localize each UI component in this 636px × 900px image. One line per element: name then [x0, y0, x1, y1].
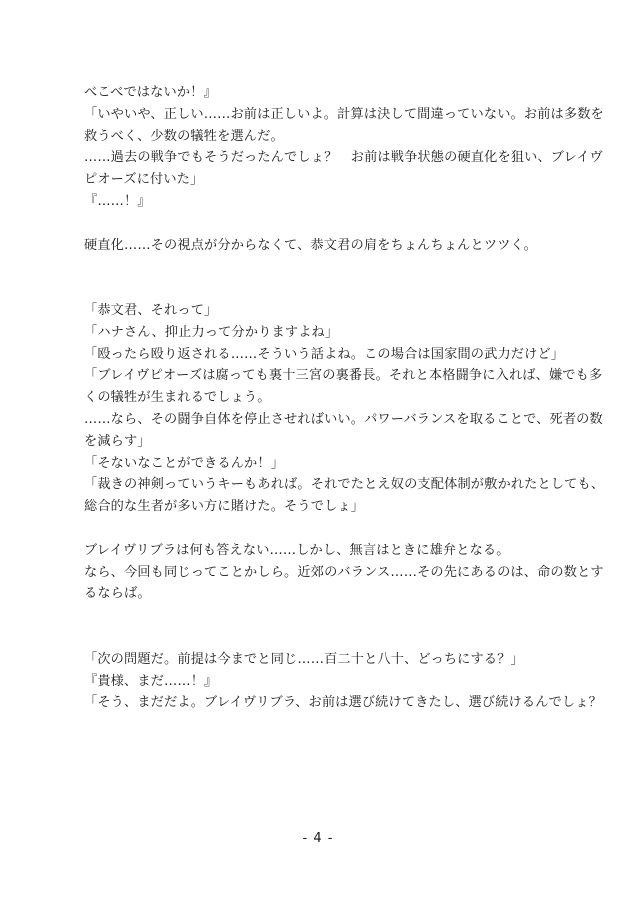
blank-line	[84, 278, 564, 300]
text-line: ……なら、その闘争自体を停止させればいい。パワーバランスを取ることで、死者の数	[84, 411, 603, 427]
text-line: ……過去の戦争でもそうだったんでしょ？ お前は戦争状態の硬直化を狙い、ブレイヴ	[84, 150, 603, 166]
page-number: - 4 -	[302, 831, 334, 846]
text-line: ブレイヴリブラは何も答えない……しかし、無言はときに雄弁となる。	[84, 542, 510, 558]
blank-line	[84, 256, 564, 278]
text-line: 「裁きの神剣っていうキーもあれば。それでたとえ奴の支配体制が敷かれたとしても、	[84, 477, 605, 493]
text-line: 救うべく、少数の犠牲を選んだ。	[84, 128, 284, 144]
text-line: べこべではないか！』	[84, 85, 217, 100]
text-line: 硬直化……その視点が分からなくて、恭文君の肩をちょんちょんとツツく。	[84, 237, 537, 253]
text-line: 「ブレイヴピオーズは腐っても裏十三宮の裏番長。それと本格闘争に入れば、嫌でも多	[84, 368, 603, 384]
text-line: 「殴ったら殴り返される……そういう話よね。この場合は国家間の武力だけど」	[84, 346, 565, 362]
blank-line	[84, 213, 564, 235]
text-line: 「次の問題だ。前提は今までと同じ……百二十と八十、どっちにする？」	[84, 651, 524, 667]
text-line: 総合的な生者が多い方に賭けた。そうでしょ」	[84, 499, 365, 515]
text-line: ピオーズに付いた」	[84, 172, 204, 188]
blank-line	[84, 605, 564, 627]
text-line: 「恭文君、それって」	[84, 302, 218, 318]
text-line: なら、今回も同じってことかしら。近郊のバランス……その先にあるのは、命の数とす	[84, 564, 604, 580]
text-line: 「そないなことができるんか！」	[84, 455, 285, 471]
text-line: 『貴様、まだ……！』	[84, 673, 218, 689]
body-text	[84, 82, 605, 714]
text-line: を減らす」	[84, 433, 151, 449]
blank-line	[84, 627, 564, 649]
text-line: くの犠牲が生まれるでしょう。	[84, 390, 271, 406]
text-line: 「いやいや、正しい……お前は正しいよ。計算は決して間違っていない。お前は多数を	[84, 106, 604, 122]
text-line: るならば。	[84, 586, 151, 602]
text-line: 『……！』	[84, 193, 151, 209]
blank-line	[84, 518, 564, 540]
text-line: 「そう、まだだよ。ブレイヴリブラ、お前は選び続けてきたし、選び続けるんでしょ？	[84, 695, 602, 711]
text-line: 「ハナさん、抑止力って分かりますよね」	[84, 324, 339, 340]
